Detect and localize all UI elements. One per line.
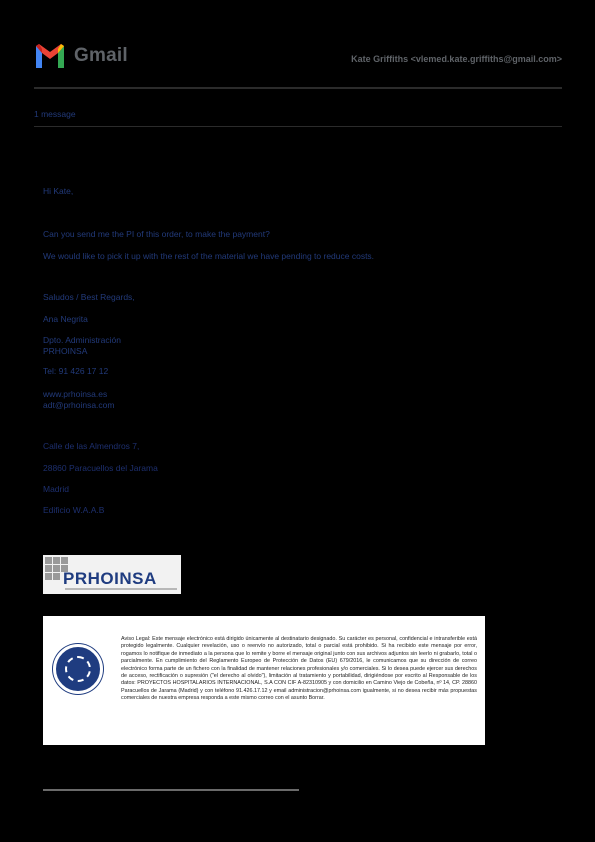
signature-website-link[interactable]: www.prhoinsa.es bbox=[43, 389, 108, 399]
closing: Saludos / Best Regards, bbox=[43, 292, 135, 302]
thread-divider bbox=[34, 126, 562, 127]
signature-department: Dpto. Administración bbox=[43, 335, 121, 345]
address-city: 28860 Paracuellos del Jarama bbox=[43, 463, 158, 473]
address-building: Edificio W.A.A.B bbox=[43, 505, 105, 515]
app-name: Gmail bbox=[74, 45, 128, 66]
signature-company: PRHOINSA bbox=[43, 346, 88, 356]
legal-notice-text: Aviso Legal: Este mensaje electrónico está dirigido únicamente al destinatario designado. Su carácter es personal, confidencial e intransferible está protegido legalmente. Cualquier revelación, uso o reenvío no autorizado, total o parcial está prohibido. Si ha recibido este mensaje por error, rogamos lo notifique de inmediato a la persona que lo remite y borre el mensaje original junto con sus archivos adjuntos sin leerlo ni grabarlo, total o parcialmente. En cumplimiento del Reglamento Europeo de Protección de Datos (EU) 679/2016, le comunicamos que su dirección de correo electrónico forma parte de un fichero con la finalidad de mantener relaciones profesionales y/o comerciales. Si lo desea puede ejercer sus derechos de acceso, rectificación o supresión ("el derecho al olvido"), limitación al tratamiento y portabilidad, dirigiéndose por escrito al Responsable de los datos: PROYECTOS HOSPITALARIOS INTERNACIONAL, S.A CON CIF A-82310905 y con domicilio en Camino Viejo de Cobeña, nº 14, CP. 28860 Paracuellos de Jarama (Madrid) y con teléfono 91.426.17.12 y email administracion@prhoinsa.com igualmente, si no desea recibir más propuestas comerciales de nuestra empresa responda a este mismo correo con el asunto Borrar. bbox=[121, 636, 477, 702]
address-region: Madrid bbox=[43, 484, 69, 494]
footer-divider bbox=[43, 789, 299, 791]
company-logo bbox=[43, 555, 181, 594]
logo-wordmark: PRHOINSA bbox=[63, 569, 157, 588]
signature-name: Ana Negrita bbox=[43, 314, 88, 324]
logo-underline bbox=[65, 588, 177, 590]
address-street: Calle de las Almendros 7, bbox=[43, 441, 140, 451]
signature-phone: Tel: 91 426 17 12 bbox=[43, 366, 109, 376]
body-line-1: Can you send me the PI of this order, to make the payment? bbox=[43, 229, 270, 239]
gmail-header bbox=[34, 42, 562, 74]
signature-email-link[interactable]: adt@prhoinsa.com bbox=[43, 400, 115, 410]
header-divider bbox=[34, 87, 562, 89]
sender-address: Kate Griffiths <vlemed.kate.griffiths@gmail.com> bbox=[351, 54, 562, 64]
body-line-2: We would like to pick it up with the rest of the material we have pending to reduce costs. bbox=[43, 251, 375, 261]
certification-seal-icon bbox=[53, 644, 103, 694]
gmail-logo-icon bbox=[34, 42, 66, 70]
message-count: 1 message bbox=[34, 109, 76, 119]
greeting: Hi Kate, bbox=[43, 186, 74, 196]
legal-notice bbox=[43, 616, 485, 745]
